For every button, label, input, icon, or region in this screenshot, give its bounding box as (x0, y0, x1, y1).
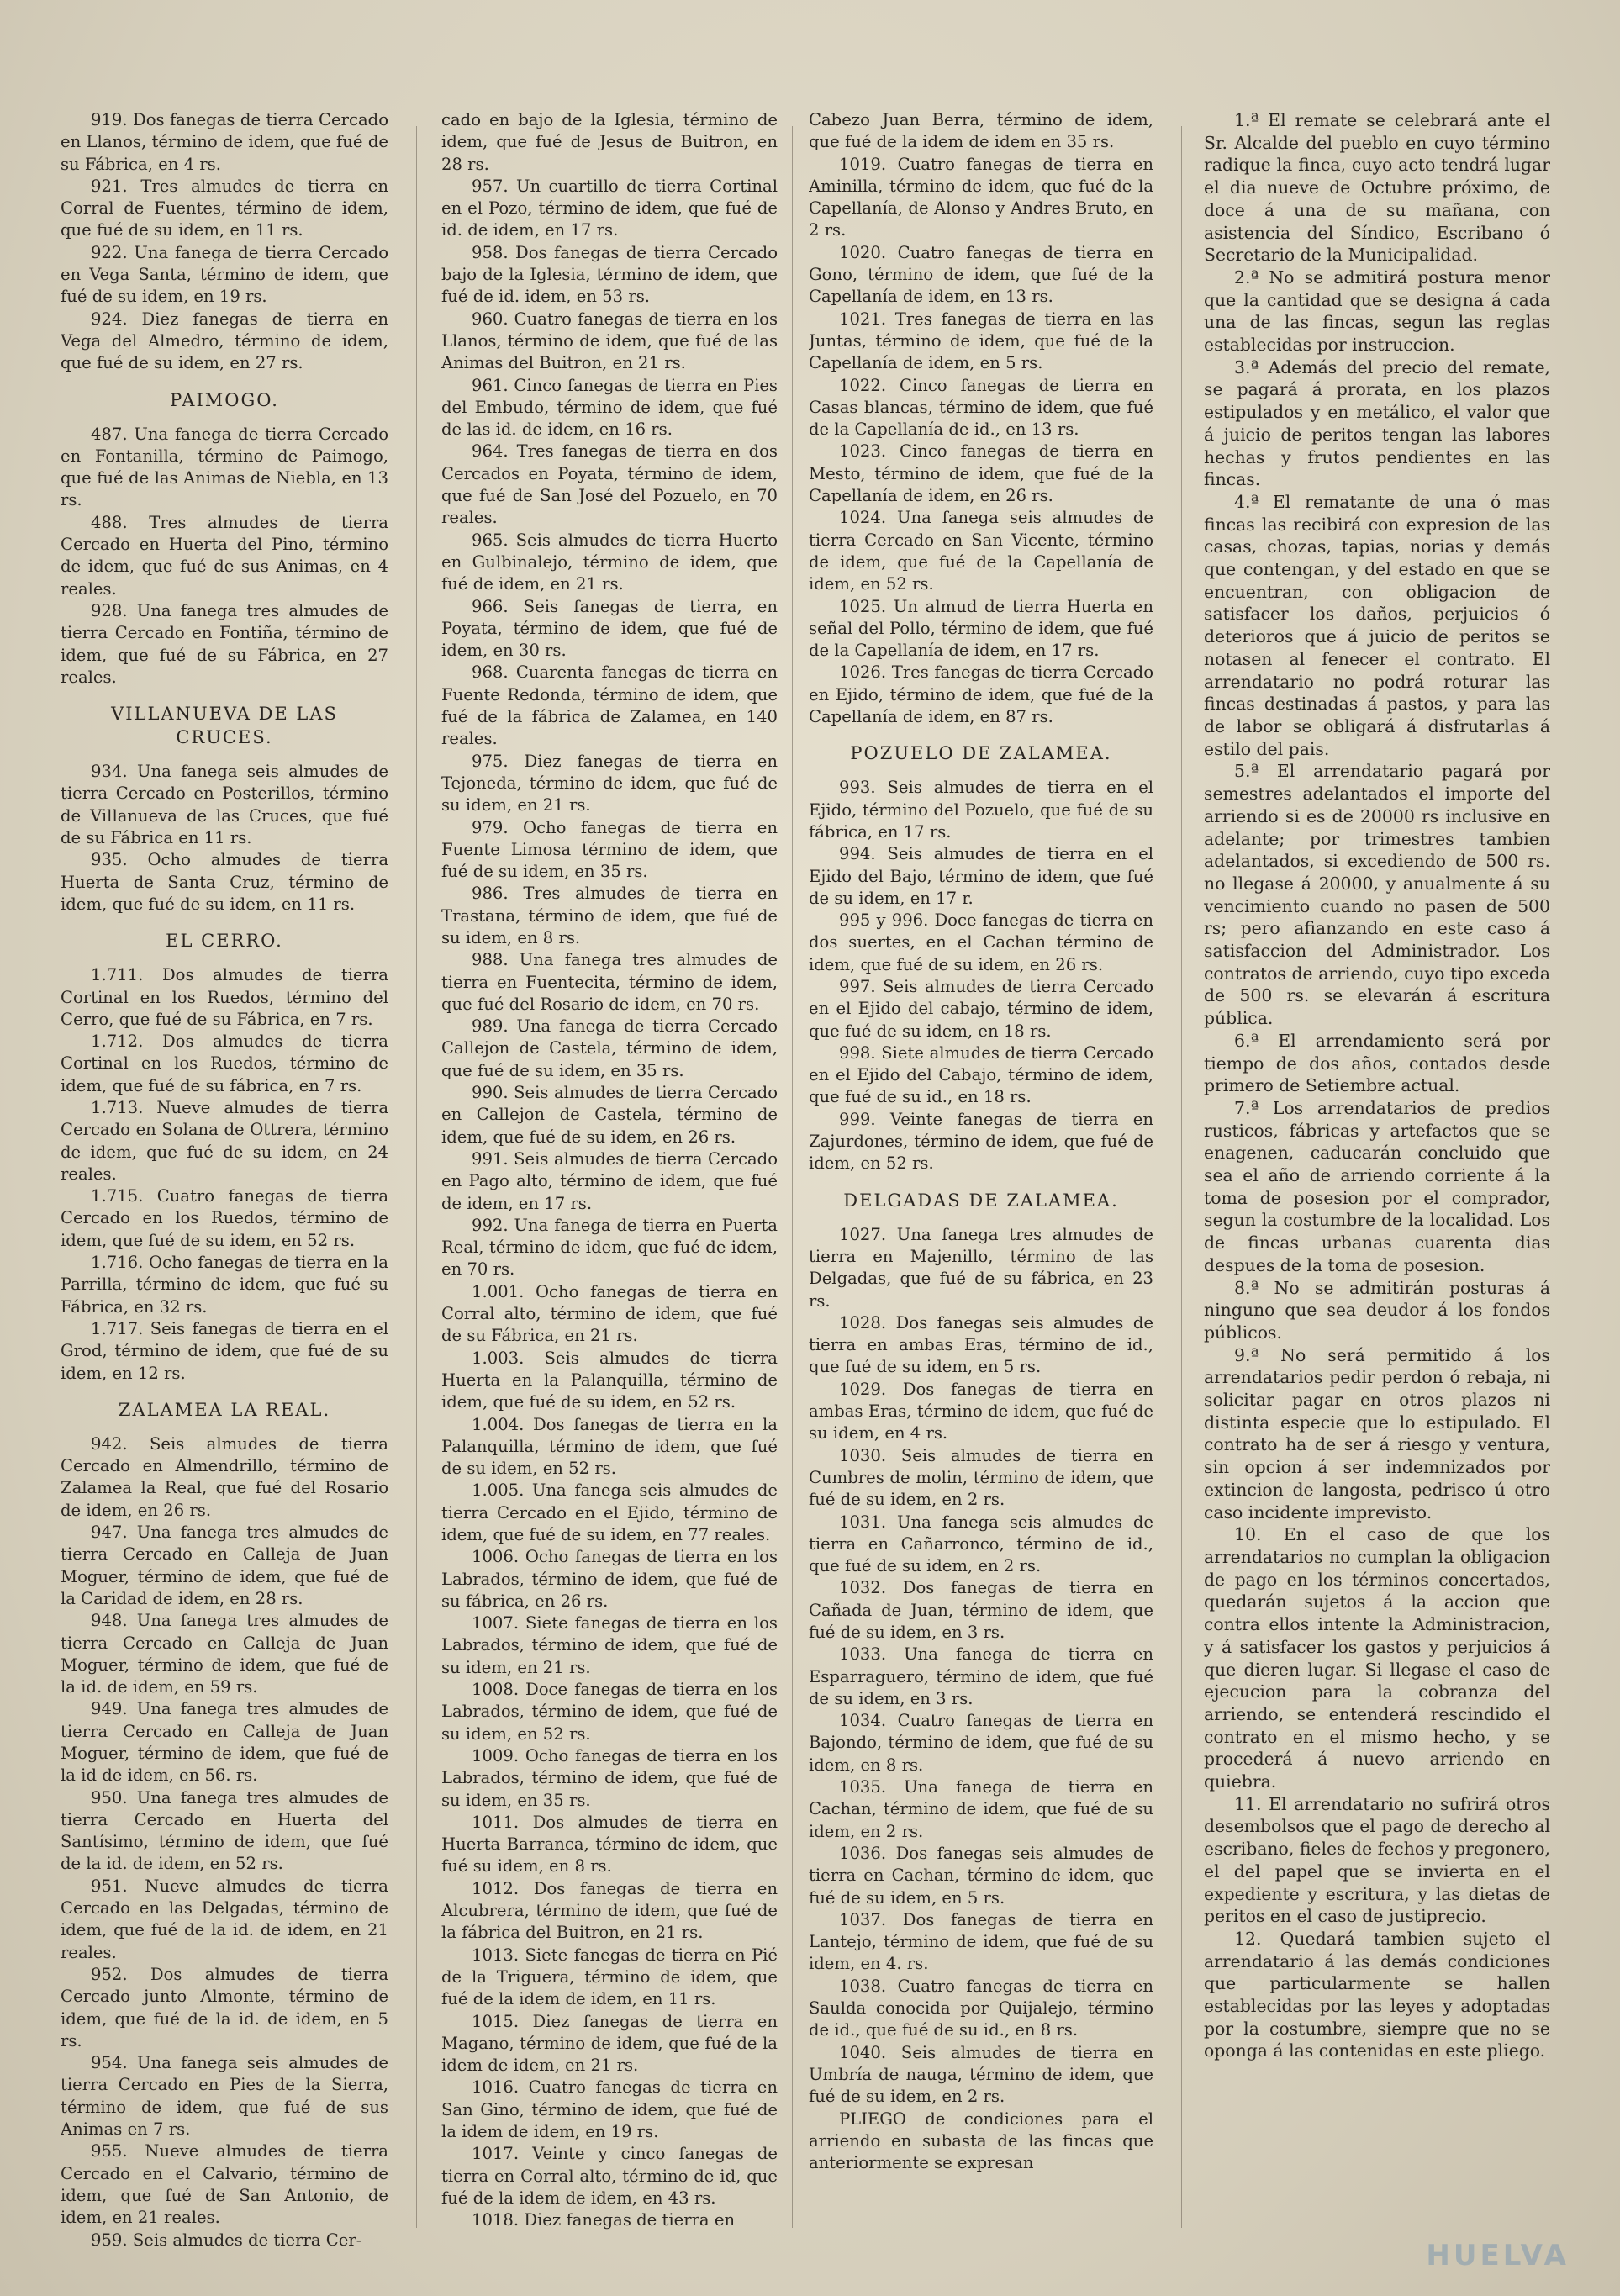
listing-paragraph: 1.005. Una fanega seis almudes de tierra Cercado en el Ejido, término de idem, que fué de su idem, en 77 reales. (441, 1481, 778, 1544)
section-heading: PAIMOGO. (170, 389, 279, 410)
listing-paragraph: 988. Una fanega tres almudes de tierra en Fuentecita, término de idem, que fué del Rosario de idem, en 70 rs. (441, 950, 778, 1014)
listing-paragraph: 12. Quedará tambien sujeto el arrendatario á las demás condiciones que particularmente se hallen establecidas por las leyes y adoptadas por la costumbre, siempre que no se oponga á las contenidas en este pliego. (1204, 1928, 1550, 2061)
listing-paragraph: 1008. Doce fanegas de tierra en los Labrados, término de idem, que fué de su idem, en 52 rs. (441, 1680, 778, 1744)
listing-paragraph: 950. Una fanega tres almudes de tierra Cercado en Huerta del Santísimo, término de idem, que fué de la id. de idem, en 52 rs. (61, 1787, 388, 1874)
listing-paragraph: 8.ª No se admitirán posturas á ninguno que sea deudor á los fondos públicos. (1204, 1277, 1550, 1343)
listing-paragraph: 965. Seis almudes de tierra Huerto en Gulbinalejo, término de idem, que fué de idem, en 21 rs. (441, 530, 778, 594)
listing-paragraph: 954. Una fanega seis almudes de tierra Cercado en Pies de la Sierra, término de idem, que fué de sus Animas en 7 rs. (61, 2053, 388, 2140)
listing-paragraph: 955. Nueve almudes de tierra Cercado en el Calvario, término de idem, que fué de San Antonio, de idem, en 21 reales. (61, 2141, 388, 2228)
listing-paragraph: 998. Siete almudes de tierra Cercado en el Ejido del Cabajo, término de idem, que fué de su id., en 18 rs. (809, 1042, 1153, 1107)
listing-paragraph: 968. Cuarenta fanegas de tierra en Fuente Redonda, término de idem, que fué de la fábrica de Zalamea, en 140 reales. (441, 662, 778, 749)
column-3 (809, 109, 1153, 2262)
listing-paragraph: 1023. Cinco fanegas de tierra en Mesto, término de idem, que fué de la Capellanía de idem, en 26 rs. (809, 441, 1153, 506)
listing-paragraph: 1.716. Ocho fanegas de tierra en la Parrilla, término de idem, que fué su Fábrica, en 32 rs. (61, 1253, 388, 1317)
listing-paragraph: 9.ª No será permitido á los arrendatarios pedir perdon ó rebaja, ni solicitar pagar en otros plazos ni distinta especie que lo estipulado. El contrato ha de ser á riesgo y ventura, sin opcion á ser indemnizados por extincion de langosta, pedrisco ú otro caso incidente imprevisto. (1204, 1344, 1550, 1523)
listing-paragraph: 995 y 996. Doce fanegas de tierra en dos suertes, en el Cachan término de idem, que fué de su idem, en 26 rs. (809, 910, 1153, 974)
listing-paragraph: 1006. Ocho fanegas de tierra en los Labrados, término de idem, que fué de su fábrica, en 26 rs. (441, 1547, 778, 1611)
listing-paragraph: 5.ª El arrendatario pagará por semestres adelantados el importe del arriendo si es de 20000 rs inclusive en adelante; por trimestres tambien adelantados, si excediendo de 500 rs. no llegase á 20000, y anualmente á su vencimiento cuando no pasen de 500 rs; pero afianzando en este caso á satisfaccion del Administrador. Los contratos de arriendo, cuyo tipo exceda de 500 rs. se elevarán á escritura pública. (1204, 761, 1550, 1029)
listing-paragraph: 1026. Tres fanegas de tierra Cercado en Ejido, término de idem, que fué de la Capellanía de idem, en 87 rs. (809, 662, 1153, 727)
listing-paragraph: 7.ª Los arrendatarios de predios rusticos, fábricas y artefactos que se enagenen, caducarán concluido que sea el año de arriendo corriente á la toma de posesion por el comprador, segun la costumbre de la localidad. Los de fincas urbanas cuarenta dias despues de la toma de posesion. (1204, 1097, 1550, 1275)
listing-paragraph: 4.ª El rematante de una ó mas fincas las recibirá con expresion de las casas, chozas, tapias, norias y demás que contengan, y del estado en que se encuentran, con obligacion de satisfacer los daños, perjuicios ó deterioros que á juicio de peritos se notasen al fenecer el contrato. El arrendatario no podrá roturar las fincas destinadas á pastos, y para las de labor se obligará á disfrutarlas á estilo del pais. (1204, 491, 1550, 759)
section-heading: DELGADAS DE ZALAMEA. (843, 1190, 1119, 1211)
listing-paragraph: 1011. Dos almudes de tierra en Huerta Barranca, término de idem, que fué su idem, en 8 rs. (441, 1812, 778, 1876)
column-rule (416, 126, 417, 2228)
listing-paragraph: 1016. Cuatro fanegas de tierra en San Gino, término de idem, que fué de la idem de idem, en 19 rs. (441, 2077, 778, 2142)
listing-paragraph: 1025. Un almud de tierra Huerta en señal del Pollo, término de idem, que fué de la Capellanía de idem, en 17 rs. (809, 596, 1153, 661)
listing-paragraph: 1024. Una fanega seis almudes de tierra Cercado en San Vicente, término de idem, que fué de la Capellanía de idem, en 52 rs. (809, 508, 1153, 594)
listing-paragraph: 1033. Una fanega de tierra en Esparraguero, término de idem, que fué de su idem, en 3 rs. (809, 1644, 1153, 1708)
listing-paragraph: 1040. Seis almudes de tierra en Umbría de nauga, término de idem, que fué de su idem, en 2 rs. (809, 2042, 1153, 2107)
listing-paragraph: 1.004. Dos fanegas de tierra en la Palanquilla, término de idem, que fué de su idem, en 52 rs. (441, 1414, 778, 1479)
listing-paragraph: 1.001. Ocho fanegas de tierra en Corral alto, término de idem, que fué de su Fábrica, en 21 rs. (441, 1281, 778, 1346)
listing-paragraph: 959. Seis almudes de tierra Cer- (91, 2230, 362, 2250)
listing-paragraph: 947. Una fanega tres almudes de tierra Cercado en Calleja de Juan Moguer, término de idem, que fué de la Caridad de idem, en 28 rs. (61, 1523, 388, 1608)
listing-paragraph: 1.712. Dos almudes de tierra Cortinal en los Ruedos, término de idem, que fué de su fábrica, en 7 rs. (61, 1032, 388, 1095)
listing-paragraph: 992. Una fanega de tierra en Puerta Real, término de idem, que fué de idem, en 70 rs. (441, 1215, 778, 1280)
listing-paragraph: 979. Ocho fanegas de tierra en Fuente Limosa término de idem, que fué de su idem, en 35 rs. (441, 817, 778, 882)
listing-paragraph: 1030. Seis almudes de tierra en Cumbres de molin, término de idem, que fué de su idem, en 2 rs. (809, 1445, 1153, 1510)
listing-paragraph: 1037. Dos fanegas de tierra en Lantejo, término de idem, que fué de su idem, en 4. rs. (809, 1909, 1153, 1974)
listing-paragraph: 975. Diez fanegas de tierra en Tejoneda, término de idem, que fué de su idem, en 21 rs. (441, 751, 778, 815)
listing-paragraph: 993. Seis almudes de tierra en el Ejido, término del Pozuelo, que fué de su fábrica, en 17 rs. (809, 778, 1153, 842)
listing-paragraph: 934. Una fanega seis almudes de tierra Cercado en Posterillos, término de Villanueva de las Cruces, que fué de su Fábrica en 11 rs. (61, 762, 388, 848)
listing-paragraph: PLIEGO de condiciones para el arriendo en subasta de las fincas que anteriormente se expresan (809, 2109, 1153, 2173)
listing-paragraph: 924. Diez fanegas de tierra en Vega del Almedro, término de idem, que fué de su idem, en 27 rs. (61, 309, 388, 373)
listing-paragraph: 958. Dos fanegas de tierra Cercado bajo de la Iglesia, término de idem, que fué de id. idem, en 53 rs. (441, 242, 778, 307)
listing-paragraph: 1012. Dos fanegas de tierra en Alcubrera, término de idem, que fué de la fábrica del Buitron, en 21 rs. (441, 1878, 778, 1943)
listing-paragraph: 942. Seis almudes de tierra Cercado en Almendrillo, término de Zalamea la Real, que fué del Rosario de idem, en 26 rs. (61, 1433, 388, 1520)
listing-paragraph: 921. Tres almudes de tierra en Corral de Fuentes, término de idem, que fué de su idem, en 11 rs. (61, 176, 388, 240)
listing-paragraph: 948. Una fanega tres almudes de tierra Cercado en Calleja de Juan Moguer, término de idem, que fué de la id. de idem, en 59 rs. (61, 1611, 388, 1697)
listing-paragraph: 1009. Ocho fanegas de tierra en los Labrados, término de idem, que fué de su idem, en 35 rs. (441, 1745, 778, 1810)
listing-paragraph: 991. Seis almudes de tierra Cercado en Pago alto, término de idem, que fué de idem, en 17 rs. (441, 1148, 778, 1213)
listing-paragraph: 951. Nueve almudes de tierra Cercado en las Delgadas, término de idem, que fué de la id. de idem, en 21 reales. (61, 1876, 388, 1962)
listing-paragraph: 1028. Dos fanegas seis almudes de tierra en ambas Eras, término de id., que fué de su idem, en 5 rs. (809, 1312, 1153, 1377)
listing-paragraph: 1032. Dos fanegas de tierra en Cañada de Juan, término de idem, que fué de su idem, en 3 rs. (809, 1578, 1153, 1642)
listing-paragraph: 1036. Dos fanegas seis almudes de tierra en Cachan, término de idem, que fué de su idem, en 5 rs. (809, 1843, 1153, 1908)
column-rule (792, 126, 793, 2228)
listing-paragraph: 10. En el caso de que los arrendatarios no cumplan la obligacion de pago en los términos concertados, quedarán sujetos á la accion que contra ellos intente la Administracion, y á satisfacer los gastos y perjuicios á que dieren lugar. Si llegase el caso de ejecucion para la cobranza del arriendo, se entenderá rescindido el contrato en el mismo hecho, y se procederá á nuevo arriendo en quiebra. (1204, 1524, 1550, 1792)
listing-paragraph: 488. Tres almudes de tierra Cercado en Huerta del Pino, término de idem, que fué de sus Animas, en 4 reales. (61, 512, 388, 599)
listing-paragraph: 949. Una fanega tres almudes de tierra Cercado en Calleja de Juan Moguer, término de idem, que fué de la id de idem, en 56. rs. (61, 1699, 388, 1786)
listing-paragraph: 922. Una fanega de tierra Cercado en Vega Santa, término de idem, que fué de su idem, en 19 rs. (61, 242, 388, 307)
listing-paragraph: 2.ª No se admitirá postura menor que la cantidad que se designa á cada una de las fincas, segun las reglas establecidas por instruccion. (1204, 267, 1550, 356)
listing-paragraph: Cabezo Juan Berra, término de idem, que fué de la idem de idem en 35 rs. (809, 110, 1153, 152)
listing-paragraph: 1.715. Cuatro fanegas de tierra Cercado en los Ruedos, término de idem, que fué de su idem, en 52 rs. (61, 1186, 388, 1250)
listing-paragraph: 1022. Cinco fanegas de tierra en Casas blancas, término de idem, que fué de la Capellanía de id., en 13 rs. (809, 375, 1153, 440)
listing-paragraph: 999. Veinte fanegas de tierra en Zajurdones, término de idem, que fué de idem, en 52 rs. (809, 1109, 1153, 1174)
listing-paragraph: 3.ª Además del precio del remate, se pagará á prorata, en los plazos estipulados y en metálico, el valor que á juicio de peritos tengan las labores hechas y frutos pendientes en las fincas. (1204, 356, 1550, 490)
listing-paragraph: 966. Seis fanegas de tierra, en Poyata, término de idem, que fué de idem, en 30 rs. (441, 596, 778, 661)
column-rule (1181, 126, 1182, 2228)
listing-paragraph: 1027. Una fanega tres almudes de tierra en Majenillo, término de las Delgadas, que fué de su fábrica, en 23 rs. (809, 1224, 1153, 1311)
listing-paragraph: 964. Tres fanegas de tierra en dos Cercados en Poyata, término de idem, que fué de San José del Pozuelo, en 70 reales. (441, 441, 778, 528)
listing-paragraph: 487. Una fanega de tierra Cercado en Fontanilla, término de Paimogo, que fué de las Animas de Niebla, en 13 rs. (61, 424, 388, 510)
listing-paragraph: 1.717. Seis fanegas de tierra en el Grod, término de idem, que fué de su idem, en 12 rs. (61, 1318, 388, 1383)
listing-paragraph: 1029. Dos fanegas de tierra en ambas Eras, término de idem, que fué de su idem, en 4 rs. (809, 1379, 1153, 1444)
listing-paragraph: 928. Una fanega tres almudes de tierra Cercado en Fontiña, término de idem, que fué de su Fábrica, en 27 reales. (61, 600, 388, 687)
listing-paragraph: 919. Dos fanegas de tierra Cercado en Llanos, término de idem, que fué de su Fábrica, en 4 rs. (61, 110, 388, 174)
listing-paragraph: 1034. Cuatro fanegas de tierra en Bajondo, término de idem, que fué de su idem, en 8 rs. (809, 1711, 1153, 1775)
listing-paragraph: 952. Dos almudes de tierra Cercado junto Almonte, término de idem, que fué de la id. de idem, en 5 rs. (61, 1964, 388, 2051)
listing-paragraph: 935. Ocho almudes de tierra Huerta de Santa Cruz, término de idem, que fué de su idem, en 11 rs. (61, 850, 388, 914)
listing-paragraph: 986. Tres almudes de tierra en Trastana, término de idem, que fué de su idem, en 8 rs. (441, 884, 778, 947)
listing-paragraph: 960. Cuatro fanegas de tierra en los Llanos, término de idem, que fué de las Animas del Buitron, en 21 rs. (441, 309, 778, 373)
listing-paragraph: 961. Cinco fanegas de tierra en Pies del Embudo, término de idem, que fué de las id. de idem, en 16 rs. (441, 375, 778, 440)
listing-paragraph: 1035. Una fanega de tierra en Cachan, término de idem, que fué de su idem, en 2 rs. (809, 1777, 1153, 1841)
listing-paragraph: 1015. Diez fanegas de tierra en Magano, término de idem, que fué de la idem de idem, en 21 rs. (441, 2011, 778, 2076)
column-2 (441, 109, 778, 2262)
listing-paragraph: 1017. Veinte y cinco fanegas de tierra en Corral alto, término de id, que fué de la idem de idem, en 43 rs. (441, 2144, 778, 2208)
listing-paragraph: 994. Seis almudes de tierra en el Ejido del Bajo, término de idem, que fué de su idem, en 17 r. (809, 844, 1153, 908)
listing-paragraph: 989. Una fanega de tierra Cercado Callejon de Castela, término de idem, que fué de su idem, en 35 rs. (441, 1016, 778, 1080)
column-4-conditions (1204, 109, 1550, 2262)
listing-paragraph: 1019. Cuatro fanegas de tierra en Aminilla, término de idem, que fué de la Capellanía, de Alonso y Andres Bruto, en 2 rs. (809, 154, 1153, 240)
listing-paragraph: cado en bajo de la Iglesia, término de idem, que fué de Jesus de Buitron, en 28 rs. (441, 110, 778, 174)
listing-paragraph: 997. Seis almudes de tierra Cercado en el Ejido del cabajo, término de idem, que fué de su idem, en 18 rs. (809, 976, 1153, 1041)
listing-paragraph: 1020. Cuatro fanegas de tierra en Gono, término de idem, que fué de la Capellanía de idem, en 13 rs. (809, 242, 1153, 307)
section-heading: POZUELO DE ZALAMEA. (850, 743, 1112, 764)
listing-paragraph: 6.ª El arrendamiento será por tiempo de dos años, contados desde primero de Setiembre actual. (1204, 1030, 1550, 1096)
listing-paragraph: 957. Un cuartillo de tierra Cortinal en el Pozo, término de idem, que fué de id. de idem, en 17 rs. (441, 176, 778, 240)
column-1 (61, 109, 388, 2262)
listing-paragraph: 1018. Diez fanegas de tierra en (472, 2210, 736, 2230)
listing-paragraph: 1.713. Nueve almudes de tierra Cercado en Solana de Ottrera, término de idem, que fué de su idem, en 24 reales. (61, 1097, 388, 1184)
listing-paragraph: 1038. Cuatro fanegas de tierra en Saulda conocida por Quijalejo, término de id., que fué de su id., en 8 rs. (809, 1976, 1153, 2040)
listing-paragraph: 1021. Tres fanegas de tierra en las Juntas, término de idem, que fué de la Capellanía de idem, en 5 rs. (809, 309, 1153, 373)
listing-paragraph: 1.ª El remate se celebrará ante el Sr. Alcalde del pueblo en cuyo término radique la finca, cuyo acto tendrá lugar el dia nueve de Octubre próximo, de doce á una de su mañana, con asistencia del Síndico, Escribano ó Secretario de la Municipalidad. (1204, 110, 1550, 266)
section-heading: EL CERRO. (166, 931, 283, 952)
section-heading: ZALAMEA LA REAL. (118, 1399, 331, 1420)
section-heading: VILLANUEVA DE LAS CRUCES. (111, 704, 338, 748)
listing-paragraph: 11. El arrendatario no sufrirá otros desembolsos que el pago de derecho al escribano, fieles de fechos y pregonero, el del papel que se invierta en el expediente y escritura, y las dietas de peritos en el caso de justiprecio. (1204, 1793, 1550, 1927)
listing-paragraph: 1.711. Dos almudes de tierra Cortinal en los Ruedos, término del Cerro, que fué de su Fábrica, en 7 rs. (61, 965, 388, 1029)
listing-paragraph: 1007. Siete fanegas de tierra en los Labrados, término de idem, que fué de su idem, en 21 rs. (441, 1613, 778, 1677)
listing-paragraph: 1013. Siete fanegas de tierra en Pié de la Triguera, término de idem, que fué de la idem de idem, en 11 rs. (441, 1945, 778, 2009)
archive-watermark: HUELVA (1426, 2239, 1570, 2272)
listing-paragraph: 990. Seis almudes de tierra Cercado en Callejon de Castela, término de idem, que fué de su idem, en 26 rs. (441, 1083, 778, 1147)
listing-paragraph: 1031. Una fanega seis almudes de tierra en Cañarronco, término de id., que fué de su idem, en 2 rs. (809, 1512, 1153, 1576)
listing-paragraph: 1.003. Seis almudes de tierra Huerta en la Palanquilla, término de idem, que fué de su idem, en 52 rs. (441, 1348, 778, 1412)
